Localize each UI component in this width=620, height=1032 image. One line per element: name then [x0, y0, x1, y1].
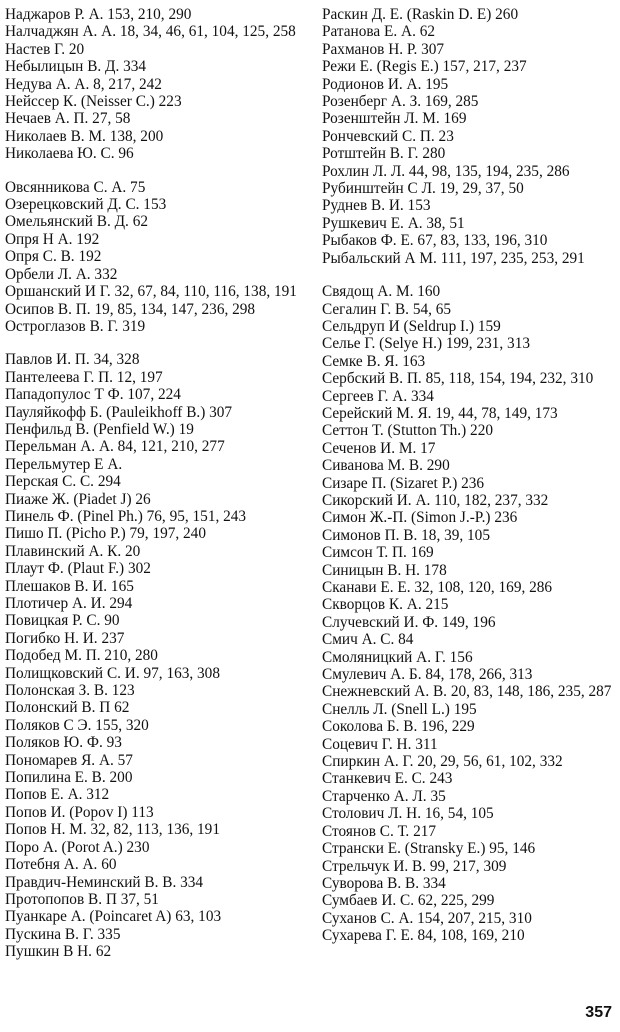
index-entry: Спиркин А. Г. 20, 29, 56, 61, 102, 332 [322, 753, 563, 771]
index-entry: Полонская З. В. 123 [5, 682, 135, 700]
index-entry: Суханов С. А. 154, 207, 215, 310 [322, 909, 532, 927]
index-entry: Подобед М. П. 210, 280 [5, 647, 158, 665]
index-entry: Павлов И. П. 34, 328 [5, 351, 140, 369]
index-entry: Пинель Ф. (Pinel Ph.) 76, 95, 151, 243 [5, 507, 247, 525]
index-entry: Пускина В. Г. 335 [5, 925, 121, 943]
index-entry: Николаев В. М. 138, 200 [5, 127, 164, 145]
index-entry: Стрельчук И. В. 99, 217, 309 [322, 857, 507, 875]
index-entry: Омельянский В. Д. 62 [5, 213, 148, 231]
index-entry: Розенберг А. З. 169, 285 [322, 93, 479, 111]
index-entry: Настев Г. 20 [5, 40, 85, 58]
index-entry: Сизаре П. (Sizaret P.) 236 [322, 474, 485, 492]
index-column-right [322, 6, 618, 945]
index-entry: Пападопулос Т Ф. 107, 224 [5, 386, 181, 404]
section-gap [5, 335, 305, 351]
index-entry: Плотичер А. И. 294 [5, 595, 133, 612]
index-entry: Рыбаков Ф. Е. 67, 83, 133, 196, 310 [322, 232, 548, 250]
index-entry: Снелль Л. (Snell L.) 195 [322, 700, 477, 718]
index-entry: Сербский В. П. 85, 118, 154, 194, 232, 310 [322, 370, 594, 388]
index-entry: Симонов П. В. 18, 39, 105 [322, 526, 490, 544]
index-entry: Сумбаев И. С. 62, 225, 299 [322, 892, 495, 910]
index-entry: Суворова В. В. 334 [322, 874, 446, 892]
index-entry: Пенфильд В. (Penfield W.) 19 [5, 420, 194, 438]
index-entry: Странски Е. (Stransky E.) 95, 146 [322, 840, 536, 858]
index-entry: Пуанкаре А. (Poincaret A) 63, 103 [5, 908, 222, 926]
index-entry: Полищковский С. И. 97, 163, 308 [5, 664, 220, 682]
index-entry: Рубинштейн С Л. 19, 29, 37, 50 [322, 180, 524, 198]
index-entry: Перельмутер Е А. [5, 455, 123, 473]
index-entry: Попов Е. А. 312 [5, 786, 110, 804]
index-entry: Случевский И. Ф. 149, 196 [322, 613, 496, 631]
index-entry: Синицын В. Н. 178 [322, 561, 447, 579]
index-entry: Недува А. А. 8, 217, 242 [5, 75, 162, 93]
index-entry: Селье Г. (Selye H.) 199, 231, 313 [322, 335, 530, 353]
index-entry: Попов Н. М. 32, 82, 113, 136, 191 [5, 821, 220, 839]
index-entry: Нечаев А. П. 27, 58 [5, 110, 131, 128]
section-gap [5, 163, 305, 179]
index-entry: Остроглазов В. Г. 319 [5, 317, 146, 335]
index-entry: Попов И. (Popov I) 113 [5, 803, 154, 821]
index-entry: Попилина Е. В. 200 [5, 769, 133, 787]
index-entry: Руднев В. И. 153 [322, 197, 431, 215]
section-gap [322, 267, 618, 283]
index-entry: Симон Ж.-П. (Simon J.-P.) 236 [322, 509, 518, 527]
index-entry: Нейссер К. (Neisser C.) 223 [5, 93, 182, 111]
index-entry: Смич А. С. 84 [322, 631, 414, 649]
index-entry: Пауляйкофф Б. (Pauleikhoff B.) 307 [5, 403, 233, 421]
index-entry: Правдич-Неминский В. В. 334 [5, 873, 204, 891]
index-entry: Скворцов К. А. 215 [322, 596, 449, 614]
index-entry: Налчаджян А. А. 18, 34, 46, 61, 104, 125, 258 [5, 23, 296, 41]
index-entry: Небылицын В. Д. 334 [5, 58, 147, 76]
index-entry: Рыбальский А М. 111, 197, 235, 253, 291 [322, 249, 585, 267]
index-entry: Полонский В. П 62 [5, 699, 130, 717]
index-entry: Столович Л. Н. 16, 54, 105 [322, 805, 494, 823]
index-entry: Сеттон Т. (Stutton Th.) 220 [322, 422, 493, 440]
index-entry: Погибко Н. И. 237 [5, 629, 125, 647]
index-entry: Семке В. Я. 163 [322, 352, 426, 370]
index-entry: Пушкин В Н. 62 [5, 943, 112, 961]
index-entry: Рушкевич Е. А. 38, 51 [322, 214, 465, 232]
index-entry: Старченко А. Л. 35 [322, 787, 446, 805]
index-entry: Поляков С Э. 155, 320 [5, 716, 149, 734]
index-entry: Ротштейн В. Г. 280 [322, 145, 446, 163]
index-entry: Пантелеева Г. П. 12, 197 [5, 368, 163, 386]
index-entry: Сергеев Г. А. 334 [322, 387, 434, 405]
index-entry: Сельдруп И (Seldrup I.) 159 [322, 317, 501, 335]
index-entry: Сикорский И. А. 110, 182, 237, 332 [322, 491, 549, 509]
index-entry: Николаева Ю. С. 96 [5, 145, 134, 163]
index-entry: Рончевский С. П. 23 [322, 127, 454, 145]
index-entry: Повицкая Р. С. 90 [5, 612, 120, 630]
index-entry: Стоянов С. Т. 217 [322, 822, 437, 840]
page-number: 357 [585, 1004, 612, 1021]
index-entry: Станкевич Е. С. 243 [322, 770, 453, 788]
index-entry: Перская С. С. 294 [5, 473, 121, 491]
index-entry: Пишо П. (Picho P.) 79, 197, 240 [5, 525, 206, 543]
index-entry: Розенштейн Л. М. 169 [322, 110, 467, 128]
index-entry: Озерецковский Д. С. 153 [5, 196, 167, 214]
index-entry: Плаут Ф. (Plaut F.) 302 [5, 560, 151, 578]
index-entry: Режи Е. (Regis E.) 157, 217, 237 [322, 58, 527, 76]
index-entry: Протопопов В. П 37, 51 [5, 890, 159, 908]
index-entry: Плавинский А. К. 20 [5, 542, 141, 560]
index-entry: Сеченов И. М. 17 [322, 439, 436, 457]
index-entry: Свядощ А. М. 160 [322, 283, 441, 301]
index-entry: Серейский М. Я. 19, 44, 78, 149, 173 [322, 404, 558, 422]
index-entry: Пономарев Я. А. 57 [5, 751, 133, 769]
index-entry: Плешаков В. И. 165 [5, 577, 134, 595]
index-entry: Сухарева Г. Е. 84, 108, 169, 210 [322, 927, 525, 945]
index-entry: Оршанский И Г. 32, 67, 84, 110, 116, 138, 191 [5, 283, 297, 301]
index-entry: Наджаров Р. А. 153, 210, 290 [5, 6, 192, 23]
index-entry: Рохлин Л. Л. 44, 98, 135, 194, 235, 286 [322, 162, 570, 180]
index-entry: Поро А. (Porot A.) 230 [5, 838, 150, 856]
index-entry: Осипов В. П. 19, 85, 134, 147, 236, 298 [5, 300, 256, 318]
index-entry: Перельман А. А. 84, 121, 210, 277 [5, 438, 225, 456]
index-entry: Сканави Е. Е. 32, 108, 120, 169, 286 [322, 579, 553, 596]
index-entry: Раскин Д. Е. (Raskin D. E) 260 [322, 6, 519, 23]
index-entry: Потебня А. А. 60 [5, 856, 117, 874]
index-entry: Ратанова Е. А. 62 [322, 23, 436, 41]
index-entry: Снежневский А. В. 20, 83, 148, 186, 235, 287 [322, 683, 612, 701]
index-entry: Поляков Ю. Ф. 93 [5, 734, 122, 752]
index-entry: Сиванова М. В. 290 [322, 457, 450, 475]
index-entry: Орбели Л. А. 332 [5, 265, 118, 283]
index-entry: Опря Н А. 192 [5, 230, 100, 248]
index-entry: Родионов И. А. 195 [322, 75, 449, 93]
index-entry: Пиаже Ж. (Piadet J) 26 [5, 490, 151, 508]
index-entry: Соцевич Г. Н. 311 [322, 735, 438, 753]
index-entry: Сегалин Г. В. 54, 65 [322, 300, 452, 318]
index-entry: Опря С. В. 192 [5, 248, 102, 266]
index-entry: Смулевич А. Б. 84, 178, 266, 313 [322, 666, 533, 684]
index-entry: Смоляницкий А. Г. 156 [322, 648, 473, 666]
index-entry: Рахманов Н. Р. 307 [322, 40, 445, 58]
index-entry: Овсянникова С. А. 75 [5, 178, 146, 196]
index-entry: Соколова Б. В. 196, 229 [322, 718, 475, 736]
index-column-left [5, 6, 305, 961]
index-entry: Симсон Т. П. 169 [322, 544, 434, 562]
